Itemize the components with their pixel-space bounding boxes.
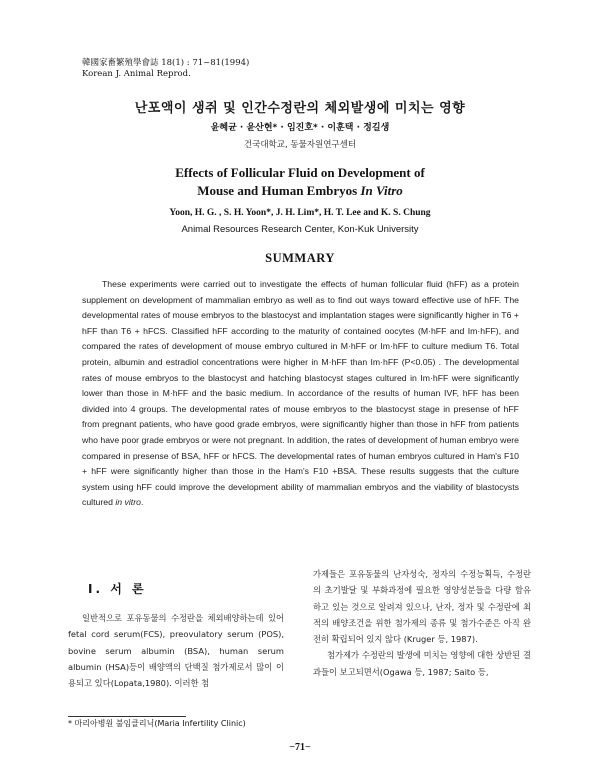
summary-period: .: [140, 497, 144, 508]
summary-italic-term: in vitro: [115, 497, 141, 508]
page-number: −71−: [289, 742, 311, 753]
title-korean: 난포액이 생쥐 및 인간수정란의 체외발생에 미치는 영향: [134, 101, 466, 116]
footnote-divider: [68, 716, 186, 717]
intro-paragraph-1-cont: 가제들은 포유동물의 난자성숙, 정자의 수정능획득, 수정란의 초기발달 및 부화과정에 필요한 영양성분들을 다량 함유하고 있는 것으로 알려져 있으나, 난자, 정자 및 수정란에 최적의 배양조건을 위한 첨가제의 종류 및 첨가수준은 아직 완전히 확립되어 있지 않다 (Kruger 등, 1987).: [313, 569, 531, 645]
title-english-line2: [0, 183, 600, 199]
authors-english: Yoon, H. G. , S. H. Yoon*, J. H. Lim*, H. T. Lee and K. S. Chung: [169, 208, 431, 218]
intro-paragraph-2: 첨가제가 수정란의 발생에 미치는 영향에 대한 상반된 결과들이 보고되면서(Ogawa 등, 1987; Saito 등,: [313, 650, 531, 677]
summary-text: These experiments were carried out to investigate the effects of human follicular fluid (hFF) as a protein supplement on development of mammalian embryo as well as to find out ways toward effective use of hFF. The developmental rates of mouse embryos to the blastocyst and implantation stages were significantly higher in T6 + hFF than T6 + hFCS. Classified hFF according to the maturity of contained oocytes (M·hFF and Im·hFF), and compared the rates of development of mouse embryo cultured in M·hFF or Im·hFF to culture medium T6. Total protein, albumin and estradiol concentrations were higher in M·hFF than Im·hFF (P<0.05) . The developmental rates of mouse embryos to the blastocyst and hatching blastocyst stages cultured in Im·hFF were significantly lower than those in M·hFF and the basic medium. In accordance of the results of human IVF, hFF has been divided into 4 groups. The developmental rates of mouse embryos to the blastocyst stage in presense of hFF from pregnant patients, who have good grade embryos, were significantly higher than those in hFF from patients who have poor grade embryos or were not pregnant. In addition, the rates of development of human embryo were compared in presense of BSA, hFF or hFCS. The developmental rates of human embryos cultured in Ham's F10 + hFF were significantly higher than those in the Ham's F10 +BSA. These results suggests that the culture system using hFF could improve the development ability of mammalian embryos and the viability of blastocysts cultured: [82, 279, 519, 508]
authors-korean: 윤혜균 · 윤산현* · 임진호* · 이훈택 · 정길생: [210, 123, 390, 133]
summary-heading: SUMMARY: [265, 251, 335, 265]
body-column-right: [313, 566, 531, 680]
summary-abstract: [82, 277, 519, 511]
footnote: * 마리아병원 불임클리닉(Maria Infertility Clinic): [68, 719, 246, 728]
title-english-italic: In Vitro: [360, 183, 403, 198]
section-heading-introduction: Ⅰ. 서 론: [88, 582, 147, 596]
affiliation-korean: 건국대학교, 동물자원연구센터: [243, 140, 357, 150]
title-english-line1: Effects of Follicular Fluid on Development of: [175, 165, 425, 180]
title-english-main: Mouse and Human Embryos: [197, 183, 358, 198]
summary-paragraph: [82, 277, 519, 511]
body-column-left: [68, 610, 284, 691]
affiliation-english: Animal Resources Research Center, Kon-Kuk University: [181, 224, 419, 235]
intro-paragraph-1: 일반적으로 포유동물의 수정란을 체외배양하는데 있어 fetal cord serum(FCS), preovulatory serum (POS), bovine serum albumin (BSA), human serum albumin (HSA)등이 배양액의 단백질 첨가제로서 많이 이용되고 있다(Lopata,1980). 이러한 첨: [68, 613, 284, 689]
journal-citation-ko: 韓國家畜繁殖學會誌 18(1) : 71~81(1994): [82, 58, 250, 68]
journal-citation-en: Korean J. Animal Reprod.: [82, 69, 191, 79]
